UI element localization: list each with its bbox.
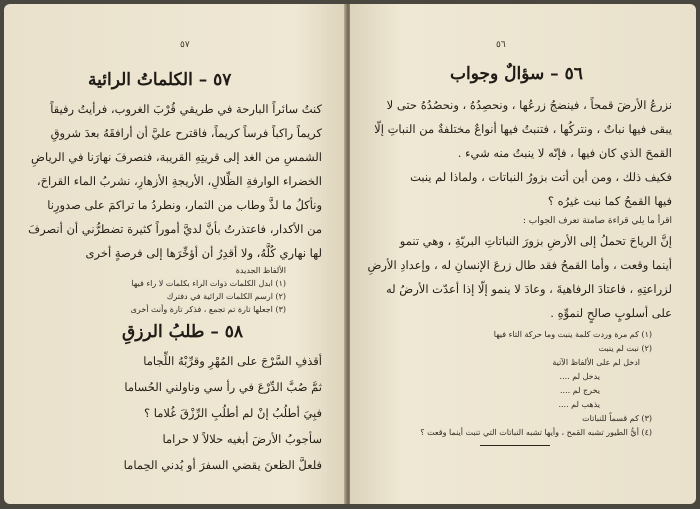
- text-line: فيها القمحُ كما نبت غيرُه ؟: [547, 194, 672, 208]
- left-page: [4, 4, 346, 504]
- exercise-item: (٤) أيُّ الطيور تشبه القمح ، وأيها تشبه النباتات التي تنبت أينما وقعت ؟: [420, 428, 652, 437]
- text-line: فكيف ذلك ، ومن أين أتت بزورُ النباتات ، ولماذا لم ينبت: [410, 170, 672, 184]
- exercise-item: ادخل لم على الألفاظ الآتية: [552, 358, 640, 367]
- text-line: القمحَ الذي كان فيها ، فإنّه لا ينبتُ منه شيء .: [457, 146, 672, 160]
- poem-line: فبِيَ أطلُبُ إنْ لم أطلُبِ الرِّزْقَ غُلاما ؟: [144, 406, 322, 420]
- right-page: [350, 4, 696, 504]
- exercise-item: (١) كم مرة وردت كلمة ينبت وما حركة التاء فيها: [493, 330, 652, 339]
- poem-line: فلعلَّ الظعنَ يقضي السفرَ أو يُدني الحِماما: [123, 458, 322, 472]
- text-line: الخضراء الوارفةِ الظِّلالِ، الأريجةِ الأزهارِ، نشربُ الماء القراحَ،: [36, 174, 322, 188]
- exercise-item: (١) ابدل الكلمات ذوات الراء بكلمات لا راء فيها: [131, 279, 286, 288]
- instruction-line: اقرأ ما يلي قراءة صامتة تعرف الجواب :: [522, 216, 672, 226]
- lesson-title: ٥٦ – سؤالٌ وجواب: [450, 64, 583, 84]
- exercise-item: يدخل لم ....: [559, 372, 600, 381]
- poem-line: ثمَّ صُبَّ الدِّرْعَ في رأ سي وناولني الحُساما: [124, 380, 322, 394]
- exercise-item: (٢) نبت لم ينبت: [598, 344, 652, 353]
- text-line: لزراعتِهِ ، فاعتادَ الرفاهيةَ ، وعادَ لا ينمو إلّا إذا أعدّت الأرضُ له: [385, 282, 672, 296]
- text-line: نزرعُ الأرضَ قمحاً ، فينضجُ زرعُها ، ونحصِدُهُ ، ونحصُدُهُ حتى لا: [386, 98, 672, 112]
- text-line: الشمسِ من الغد إلى قريتِهِ القريبة، فنصرفَ نهارَنا في الرياضِ: [31, 150, 322, 164]
- poem-line: أقذفِ السَّرْجَ على المُهْرِ وقرِّبْهُ اللِّجاما: [143, 354, 322, 368]
- text-line: كنتُ سائراً البارحة في طريقي قُرْبَ الغروب، فرأيتُ رفيقاً: [50, 102, 322, 116]
- text-line: لها نهاري كُلَّهُ، ولا أقدِرُ أن أؤخِّرَها إلى فرصةٍ أخرى: [85, 246, 322, 260]
- text-line: ونأكلُ ما لذَّ وطاب من الثمار، ونطردُ ما تراكمَ على صدورِنا: [47, 198, 322, 212]
- exercise-item: يذهب لم ....: [558, 400, 600, 409]
- poem-line: سأجوبُ الأرضَ أبغيه حلالاً لا حراما: [162, 432, 322, 446]
- lesson-title: ٥٧ – الكلماتُ الرائية: [88, 70, 232, 90]
- lesson-title: ٥٨ – طلبُ الرزقِ: [122, 322, 244, 342]
- divider-rule: [480, 445, 550, 446]
- exercise-item: (٣) كم قسماً للنباتات: [582, 414, 652, 423]
- text-line: إنَّ الرياحَ تحملُ إلى الأرضِ بزورَ النباتاتِ البريّةِ ، وهي تنمو: [399, 234, 672, 248]
- exercise-item: يخرج لم ....: [560, 386, 600, 395]
- text-line: على أسلوبٍ صالحٍ لنموِّهِ .: [550, 306, 672, 320]
- open-book: [4, 4, 696, 504]
- text-line: يبقى فيها نباتٌ ، ونتركُها ، فتنبتُ فيها أنواعٌ مختلفةٌ من النباتِ إلّا: [374, 122, 672, 136]
- page-number: ٥٦: [496, 40, 506, 50]
- page-number: ٥٧: [180, 40, 190, 50]
- exercise-item: (٣) اجعلها تارة تم تجمع ، فذكر تارة وأنث أخرى: [130, 305, 286, 314]
- text-line: من الأكدار، فاعتذرتُ بأنَّ لديَّ أموراً كثيرة تضطرُّني أن أنصرفَ: [28, 222, 322, 236]
- exercises-heading: الألفاظ الجديدة: [235, 266, 286, 275]
- text-line: أينما وقعت ، وأما القمحُ فقد طال زرعَ الإنسانِ له ، وإعدادِ الأرضِ: [367, 258, 672, 272]
- text-line: كريماً راكباً فرساً كريماً، فاقترح عليَّ أن أرافقَهُ بعدَ شروقِ: [50, 126, 322, 140]
- exercise-item: (٢) ارسم الكلمات الرائية في دفترك: [166, 292, 286, 301]
